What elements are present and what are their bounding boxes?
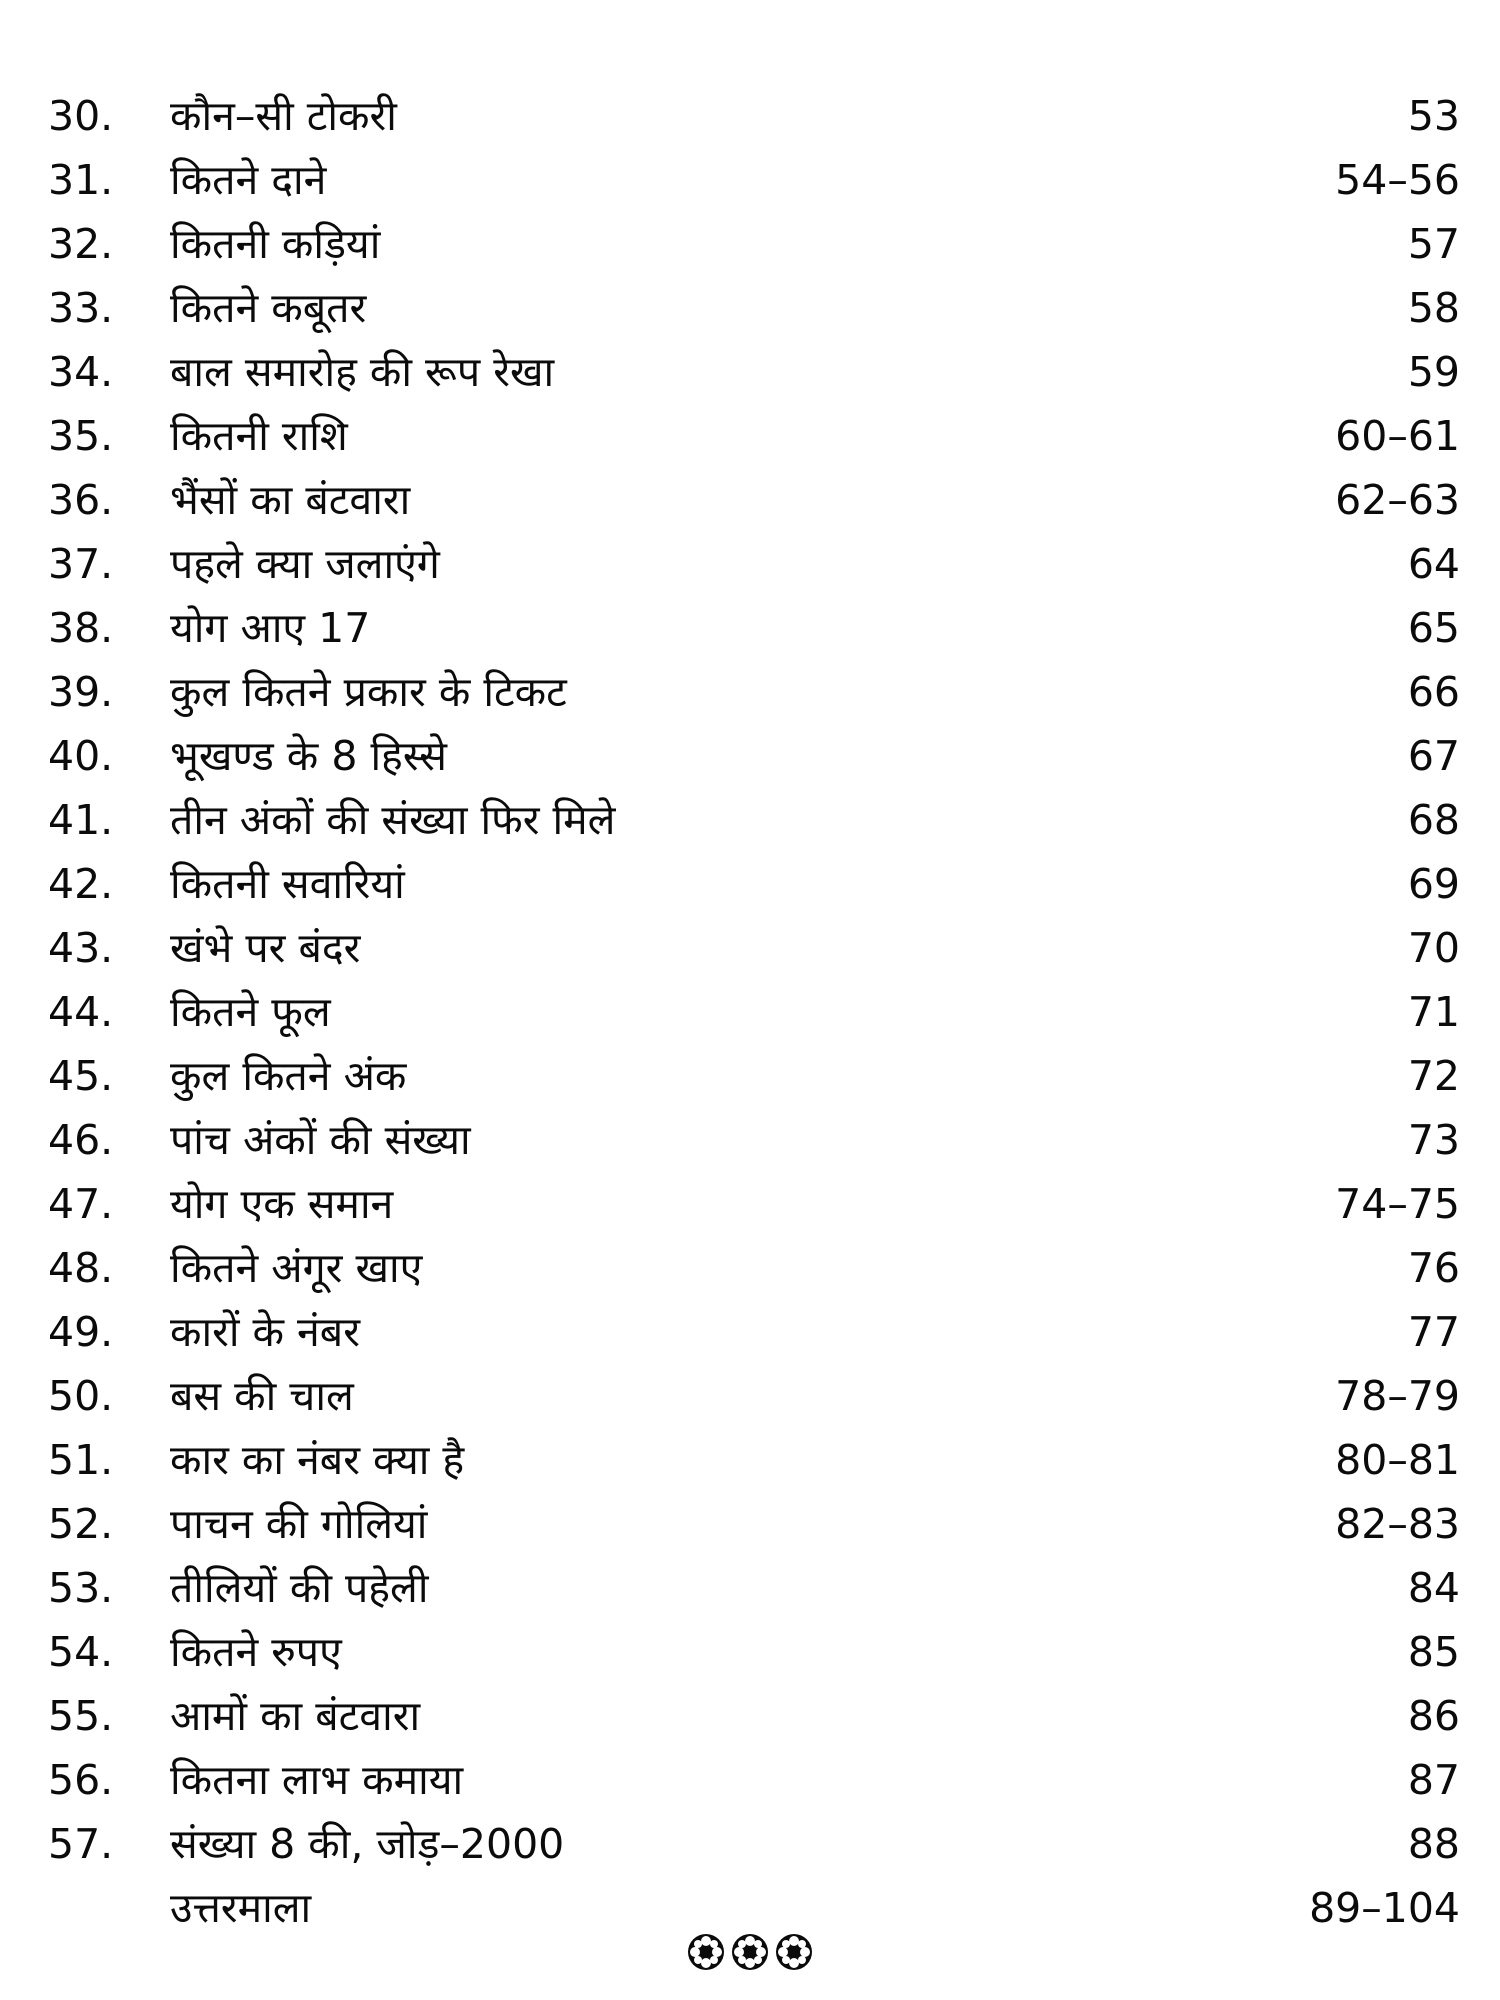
- entry-page: 86: [1407, 1692, 1460, 1740]
- entry-number: 36.: [48, 476, 114, 524]
- entry-title: खंभे पर बंदर: [170, 924, 361, 972]
- toc-entry[interactable]: [40, 1172, 1460, 1236]
- entry-page: 77: [1407, 1308, 1460, 1356]
- toc-entry[interactable]: [40, 148, 1460, 212]
- entry-page: 64: [1407, 540, 1460, 588]
- entry-number: 47.: [48, 1180, 114, 1228]
- entry-number: 30.: [48, 92, 114, 140]
- entry-number: 35.: [48, 412, 114, 460]
- entry-number: 45.: [48, 1052, 114, 1100]
- entry-number: 53.: [48, 1564, 114, 1612]
- entry-title: कुल कितने प्रकार के टिकट: [170, 668, 567, 716]
- entry-page: 82–83: [1335, 1500, 1460, 1548]
- entry-number: 46.: [48, 1116, 114, 1164]
- entry-title: कितने दाने: [170, 156, 327, 204]
- toc-entry[interactable]: [40, 1748, 1460, 1812]
- entry-page: 54–56: [1335, 156, 1460, 204]
- toc-entry[interactable]: [40, 1556, 1460, 1620]
- toc-entry[interactable]: [40, 532, 1460, 596]
- entry-page: 67: [1407, 732, 1460, 780]
- entry-page: 58: [1407, 284, 1460, 332]
- toc-entry[interactable]: [40, 788, 1460, 852]
- entry-title: तीन अंकों की संख्या फिर मिले: [170, 796, 616, 844]
- toc-entry[interactable]: [40, 852, 1460, 916]
- entry-number: 50.: [48, 1372, 114, 1420]
- entry-page: 80–81: [1335, 1436, 1460, 1484]
- entry-page: 70: [1407, 924, 1460, 972]
- entry-number: 49.: [48, 1308, 114, 1356]
- entry-title: बस की चाल: [170, 1372, 354, 1420]
- entry-page: 66: [1407, 668, 1460, 716]
- entry-page: 71: [1407, 988, 1460, 1036]
- entry-number: 52.: [48, 1500, 114, 1548]
- flower-ornament-icon: [730, 1932, 770, 1972]
- toc-entry[interactable]: [40, 276, 1460, 340]
- entry-title: भूखण्ड के 8 हिस्से: [170, 732, 447, 780]
- entry-page: 69: [1407, 860, 1460, 908]
- entry-title: कितने अंगूर खाए: [170, 1244, 423, 1292]
- toc-entry[interactable]: [40, 340, 1460, 404]
- entry-title: कितना लाभ कमाया: [170, 1756, 464, 1804]
- entry-number: 33.: [48, 284, 114, 332]
- entry-number: 39.: [48, 668, 114, 716]
- entry-title: तीलियों की पहेली: [170, 1564, 429, 1612]
- toc-entry[interactable]: [40, 1044, 1460, 1108]
- entry-page: 53: [1407, 92, 1460, 140]
- entry-title: कितने रुपए: [170, 1628, 342, 1676]
- entry-title: कार का नंबर क्या है: [170, 1436, 465, 1484]
- entry-title: कितनी सवारियां: [170, 860, 405, 908]
- entry-page: 60–61: [1335, 412, 1460, 460]
- entry-number: 44.: [48, 988, 114, 1036]
- entry-title: संख्या 8 की, जोड़–2000: [170, 1820, 565, 1868]
- entry-page: 78–79: [1335, 1372, 1460, 1420]
- toc-entry[interactable]: [40, 1236, 1460, 1300]
- toc-entry[interactable]: [40, 84, 1460, 148]
- toc-entry[interactable]: [40, 212, 1460, 276]
- entry-number: 54.: [48, 1628, 114, 1676]
- triple-flower-ornament-icon: [0, 1932, 1500, 1972]
- entry-title: कितनी कड़ियां: [170, 220, 381, 268]
- toc-entry[interactable]: [40, 1108, 1460, 1172]
- entry-title: कितने कबूतर: [170, 284, 367, 332]
- entry-title: उत्तरमाला: [170, 1884, 312, 1932]
- entry-number: 57.: [48, 1820, 114, 1868]
- toc-entry[interactable]: [40, 1364, 1460, 1428]
- entry-number: 31.: [48, 156, 114, 204]
- entry-page: 89–104: [1309, 1884, 1460, 1932]
- toc-entry[interactable]: [40, 596, 1460, 660]
- entry-title: कितने फूल: [170, 988, 331, 1036]
- toc-entry[interactable]: [40, 404, 1460, 468]
- toc-entry[interactable]: [40, 1684, 1460, 1748]
- entry-number: 56.: [48, 1756, 114, 1804]
- entry-page: 57: [1407, 220, 1460, 268]
- toc-entry[interactable]: [40, 724, 1460, 788]
- entry-page: 65: [1407, 604, 1460, 652]
- entry-title: कितनी राशि: [170, 412, 348, 460]
- entry-number: 51.: [48, 1436, 114, 1484]
- entry-title: पहले क्या जलाएंगे: [170, 540, 440, 588]
- entry-title: कुल कितने अंक: [170, 1052, 407, 1100]
- entry-page: 73: [1407, 1116, 1460, 1164]
- entry-number: 48.: [48, 1244, 114, 1292]
- toc-entry-answers[interactable]: [40, 1876, 1460, 1940]
- entry-number: 40.: [48, 732, 114, 780]
- toc-entry[interactable]: [40, 1428, 1460, 1492]
- toc-entry[interactable]: [40, 1300, 1460, 1364]
- entry-number: 34.: [48, 348, 114, 396]
- entry-page: 62–63: [1335, 476, 1460, 524]
- flower-ornament-icon: [686, 1932, 726, 1972]
- entry-number: 42.: [48, 860, 114, 908]
- entry-page: 88: [1407, 1820, 1460, 1868]
- table-of-contents: [40, 84, 1460, 1940]
- entry-page: 76: [1407, 1244, 1460, 1292]
- entry-number: 32.: [48, 220, 114, 268]
- toc-entry[interactable]: [40, 1812, 1460, 1876]
- entry-title: कौन–सी टोकरी: [170, 92, 397, 140]
- toc-entry[interactable]: [40, 916, 1460, 980]
- entry-title: बाल समारोह की रूप रेखा: [170, 348, 555, 396]
- toc-entry[interactable]: [40, 660, 1460, 724]
- entry-page: 87: [1407, 1756, 1460, 1804]
- flower-ornament-icon: [774, 1932, 814, 1972]
- entry-title: पाचन की गोलियां: [170, 1500, 428, 1548]
- toc-entry[interactable]: [40, 980, 1460, 1044]
- entry-number: 37.: [48, 540, 114, 588]
- toc-entry[interactable]: [40, 468, 1460, 532]
- entry-page: 74–75: [1335, 1180, 1460, 1228]
- entry-number: 43.: [48, 924, 114, 972]
- entry-page: 68: [1407, 796, 1460, 844]
- entry-title: आमों का बंटवारा: [170, 1692, 421, 1740]
- entry-title: योग एक समान: [170, 1180, 394, 1228]
- entry-page: 59: [1407, 348, 1460, 396]
- entry-title: भैंसों का बंटवारा: [170, 476, 411, 524]
- entry-number: 38.: [48, 604, 114, 652]
- entry-title: पांच अंकों की संख्या: [170, 1116, 471, 1164]
- entry-page: 85: [1407, 1628, 1460, 1676]
- toc-entry[interactable]: [40, 1620, 1460, 1684]
- entry-page: 84: [1407, 1564, 1460, 1612]
- entry-title: कारों के नंबर: [170, 1308, 360, 1356]
- entry-title: योग आए 17: [170, 604, 371, 652]
- entry-page: 72: [1407, 1052, 1460, 1100]
- entry-number: 55.: [48, 1692, 114, 1740]
- entry-number: 41.: [48, 796, 114, 844]
- toc-entry[interactable]: [40, 1492, 1460, 1556]
